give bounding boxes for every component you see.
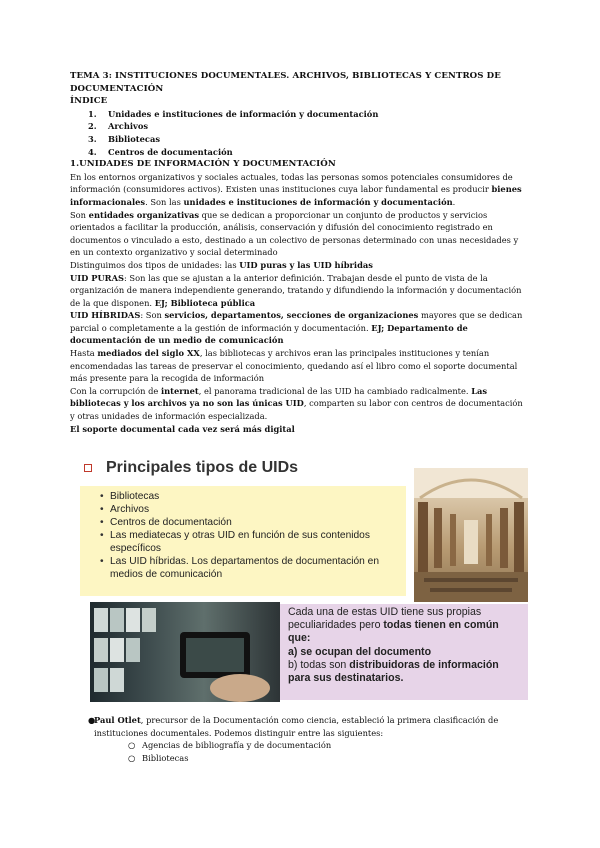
bottom-list	[70, 714, 528, 764]
paragraph-6	[70, 347, 528, 385]
p1-text: En los entornos organizativos y sociales actuales, todas las personas somos potenciales consumidores de información (consumidores activos). Existen unas instituciones cuya labor fundamental es producir	[70, 171, 513, 195]
p5-text: : Son	[140, 310, 165, 321]
p4-bold: EJ; Biblioteca pública	[154, 297, 256, 308]
p5-bold: EJ; Departamento de documentación de un medio de comunicación	[70, 322, 468, 346]
uid-common-text	[288, 606, 524, 685]
p1-bold: unidades e instituciones de información y documentación	[183, 196, 453, 207]
index-heading: ÍNDICE	[70, 96, 108, 107]
list-item: • Las mediatecas y otras UID en función de sus contenidos específicos	[102, 529, 406, 555]
bullet-dot-icon: ●	[88, 715, 96, 725]
box-text: Cada una de estas UID tiene sus propias peculiaridades pero	[288, 606, 482, 632]
p2-text: que se dedican a proporcionar un conjunto de productos y servicios orientados a facilitar la producción, análisis, conservación y difusión del conocimiento registrado en documentos o vinculado a esto, destinado a un colectivo de personas determinado con unas necesidades y en un contexto organizativo y social determinado	[70, 209, 519, 258]
title-line-2: DOCUMENTACIÓN	[70, 83, 164, 94]
index-item	[70, 133, 528, 146]
sub-item-label: Agencias de bibliografía y de documentación	[142, 740, 332, 751]
circle-bullet-icon: ○	[128, 740, 136, 751]
p5-bold: servicios, departamentos, secciones de organizaciones	[164, 310, 419, 321]
archive-shelves-photo	[90, 602, 280, 702]
otlet-name: Paul Otlet	[94, 715, 141, 725]
sub-list-item	[70, 739, 528, 752]
otlet-text: , precursor de la Documentación como ciencia, estableció la primera clasificación de instituciones documentales. Podemos distinguir entre las siguientes:	[94, 715, 499, 738]
sub-list-item	[70, 752, 528, 765]
paragraph-8	[70, 423, 528, 436]
index-item	[70, 146, 528, 159]
p6-bold: mediados del siglo XX	[97, 348, 200, 359]
uid-types-list	[80, 486, 406, 581]
p2-bold: entidades organizativas	[88, 209, 199, 220]
index-num: 1.	[88, 108, 97, 119]
paragraph-2	[70, 209, 528, 259]
index-num: 4.	[88, 146, 97, 157]
p3-text: Distinguimos dos tipos de unidades: las	[70, 259, 240, 270]
section-1-heading: 1.UNIDADES DE INFORMACIÓN Y DOCUMENTACIÓN	[70, 159, 336, 170]
p1-text: . Son las	[145, 196, 184, 207]
p4-text: : Son las que se ajustan a la anterior definición. Trabajan desde el punto de vista de la organización de manera independiente generando, tratando y difundiendo la información y documentación de la que disponen.	[70, 272, 522, 308]
index-label: Centros de documentación	[108, 146, 233, 157]
index-list	[70, 108, 528, 158]
index-label: Bibliotecas	[108, 133, 161, 144]
index-label: Archivos	[108, 121, 149, 132]
box-text: b) todas son	[288, 658, 350, 671]
slide-figure	[70, 458, 528, 705]
index-item	[70, 108, 528, 121]
box-intro	[288, 606, 524, 646]
p2-text: Son	[70, 209, 89, 220]
p5-text: mayores que se dedican parcial o completamente a la gestión de información y documentación.	[70, 310, 523, 333]
index-item	[70, 120, 528, 133]
p6-text: Hasta	[70, 348, 98, 359]
paragraph-7	[70, 385, 528, 423]
list-item: • Archivos	[102, 503, 406, 516]
title-line-1: TEMA 3: INSTITUCIONES DOCUMENTALES. ARCHIVOS, BIBLIOTECAS Y CENTROS DE	[70, 71, 501, 81]
box-bold: a) se	[288, 645, 316, 658]
p5-bold: UID HÍBRIDAS	[70, 310, 141, 321]
p7-bold: Las bibliotecas y los archivos ya no son las únicas UID	[70, 385, 488, 409]
p3-bold: UID puras y las UID híbridas	[239, 259, 373, 270]
p1-text: .	[452, 196, 456, 207]
paragraph-5	[70, 309, 528, 347]
otlet-bullet	[70, 714, 528, 739]
box-bold: ocupan del documento	[315, 645, 432, 658]
index-num: 2.	[88, 121, 97, 132]
list-item: • Centros de documentación	[102, 516, 406, 529]
document-body	[70, 70, 528, 435]
box-point-b	[288, 659, 524, 685]
paragraph-1	[70, 171, 528, 209]
slide-title: Principales tipos de UIDs	[106, 459, 299, 476]
paragraph-3	[70, 259, 528, 272]
box-bold: distribuidoras de información para sus destinatarios.	[288, 658, 499, 685]
index-label: Unidades e instituciones de información y documentación	[108, 108, 379, 119]
list-item: • Bibliotecas	[102, 490, 406, 503]
p1-bold: bienes informacionales	[70, 184, 522, 207]
uid-types-box	[80, 486, 406, 596]
p7-bold: internet	[160, 385, 199, 396]
archive-shelves-illustration	[90, 602, 280, 702]
p7-text: , comparten su labor con centros de documentación y otras unidades de información especializada.	[70, 398, 523, 422]
p4-bold: UID PURAS	[70, 272, 124, 283]
index-num: 3.	[88, 133, 97, 144]
p7-text: Con la corrupción de	[70, 385, 161, 396]
sub-item-label: Bibliotecas	[142, 752, 189, 763]
circle-bullet-icon: ○	[128, 752, 136, 763]
p8-bold: El soporte documental cada vez será más digital	[70, 423, 295, 434]
p7-text: , el panorama tradicional de las UID ha cambiado radicalmente.	[198, 385, 472, 396]
library-hall-photo	[414, 468, 528, 602]
p6-text: , las bibliotecas y archivos eran las principales instituciones y tenían encomendadas las tareas de preservar el conocimiento, quedando así el libro como el soporte documental más presente para la recogida de información	[70, 348, 518, 384]
square-bullet-icon	[84, 464, 92, 472]
list-item: • Las UID híbridas. Los departamentos de documentación en medios de comunicación	[102, 555, 406, 581]
box-bold: todas tienen en común que:	[288, 619, 499, 645]
paragraph-4	[70, 272, 528, 310]
box-point-a	[288, 646, 524, 659]
library-hall-illustration	[414, 468, 528, 602]
doc-title	[70, 70, 528, 95]
